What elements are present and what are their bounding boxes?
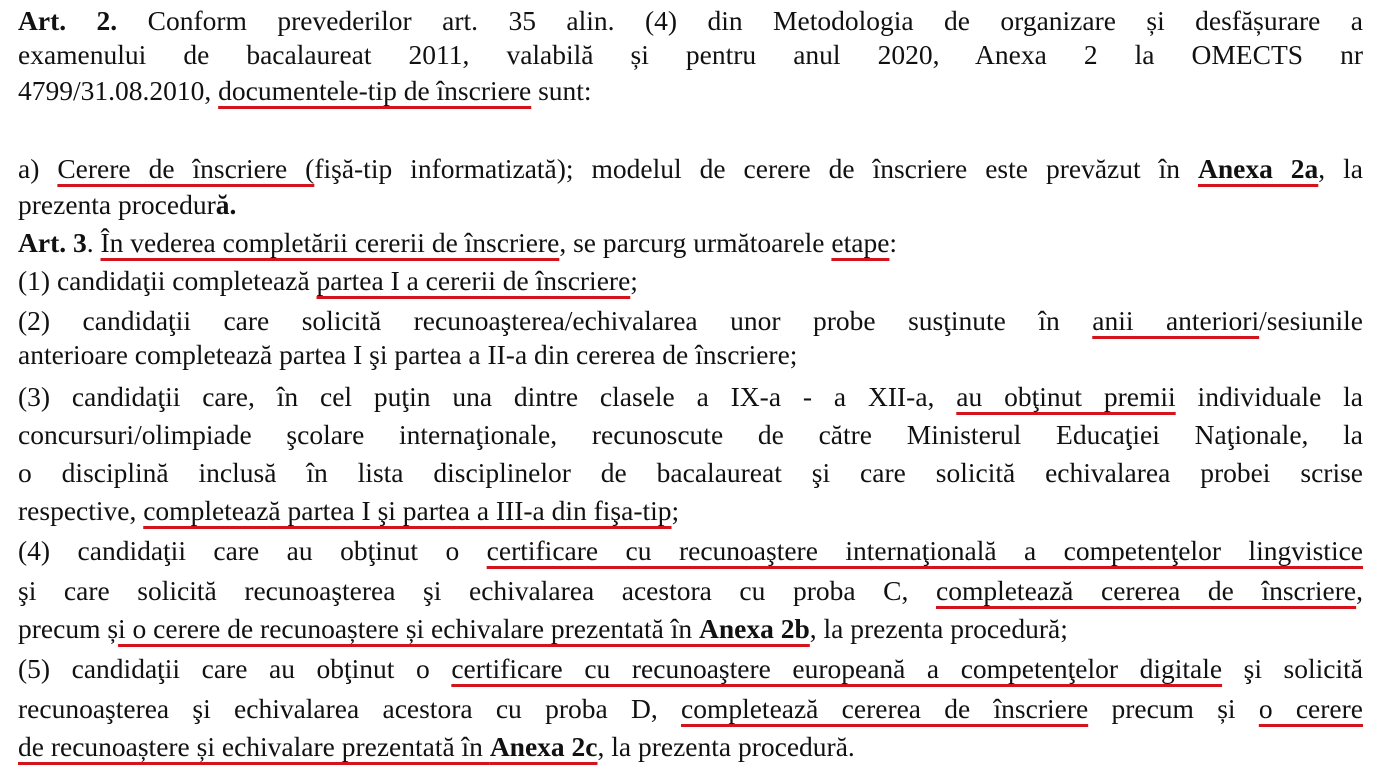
item-2-line-2: anterioare completează partea I şi partea a II-a din cererea de înscriere;: [18, 339, 798, 370]
art3-line: Art. 3. În vederea completării cererii de înscriere, se parcurg următoarele etape:: [18, 227, 898, 258]
art2-label: Art. 2.: [18, 5, 118, 36]
underlined-phrase: Cerere de înscriere (: [57, 153, 315, 184]
underlined-phrase: completează cererea de înscriere: [935, 575, 1357, 606]
item-3-line-2: concursuri/olimpiade şcolare internaţionale, recunoscute de către Ministerul Educaţiei Naţionale, la: [18, 419, 1363, 450]
underlined-phrase: i o cerere de recunoaștere și echivalare prezentată în: [118, 613, 700, 644]
item-4-line-3: precum și o cerere de recunoaștere și echivalare prezentată în Anexa 2b, la prezenta procedură;: [18, 613, 1068, 644]
underlined-phrase: În vederea completării cererii de înscriere: [100, 227, 560, 258]
underlined-phrase: au obţinut premii: [956, 381, 1176, 412]
underlined-phrase: etape: [831, 227, 890, 258]
underlined-phrase: de recunoaștere și echivalare prezentată în: [18, 731, 490, 762]
underlined-phrase: certificare cu recunoaştere internaţională a competenţelor lingvistice: [486, 535, 1363, 566]
annex-reference: Anexa 2b: [699, 613, 810, 644]
art2-line-1: Art. 2. Conform prevederilor art. 35 alin. (4) din Metodologia de organizare și desfășurare a: [18, 5, 1363, 36]
item-2-line-1: (2) candidaţii care solicită recunoaşterea/echivalarea unor probe susţinute în anii anteriori/sesiunile: [18, 305, 1363, 336]
art2-line-3: 4799/31.08.2010, documentele-tip de înscriere sunt:: [18, 75, 592, 106]
item-a-line-2: prezenta procedură.: [18, 189, 237, 220]
underlined-phrase: partea I a cererii de înscriere: [316, 265, 631, 296]
annex-reference: Anexa 2c: [489, 731, 598, 762]
underlined-phrase: completează partea I şi partea a III-a din fişa-tip: [143, 495, 672, 526]
item-a-line-1: a) Cerere de înscriere (fişă-tip informatizată); modelul de cerere de înscriere este prevăzut în Anexa 2a, la: [18, 153, 1363, 184]
item-4-line-1: (4) candidaţii care au obţinut o certificare cu recunoaştere internaţională a competenţelor lingvistice: [18, 535, 1363, 566]
underlined-phrase: completează cererea de înscriere: [680, 693, 1089, 724]
item-3-line-3: o disciplină inclusă în lista disciplinelor de bacalaureat şi care solicită echivalarea probei scrise: [18, 457, 1363, 488]
item-5-line-3: de recunoaștere și echivalare prezentată în Anexa 2c, la prezenta procedură.: [18, 731, 855, 762]
annex-reference: Anexa 2a: [1197, 153, 1319, 184]
art3-label: Art. 3: [18, 227, 87, 258]
underlined-phrase: certificare cu recunoaştere europeană a competenţelor digitale: [451, 653, 1223, 684]
item-3-line-4: respective, completează partea I şi partea a III-a din fişa-tip;: [18, 495, 680, 526]
item-3-line-1: (3) candidaţii care, în cel puţin una dintre clasele a IX-a - a XII-a, au obţinut premii individuale la: [18, 381, 1363, 412]
item-4-line-2: şi care solicită recunoaşterea şi echivalarea acestora cu proba C, completează cererea de înscriere,: [18, 575, 1364, 606]
item-5-line-1: (5) candidaţii care au obţinut o certificare cu recunoaştere europeană a competenţelor digitale şi solicită: [18, 653, 1363, 684]
art2-line-2: examenului de bacalaureat 2011, valabilă și pentru anul 2020, Anexa 2 la OMECTS nr: [18, 39, 1363, 70]
item-1-line: (1) candidaţii completează partea I a cererii de înscriere;: [18, 265, 638, 296]
underlined-phrase: o cerere: [1258, 693, 1363, 724]
underlined-phrase: anii anteriori: [1092, 305, 1260, 336]
item-5-line-2: recunoaşterea şi echivalarea acestora cu proba D, completează cererea de înscriere precum și o cerere: [18, 693, 1363, 724]
underlined-phrase: documentele-tip de înscriere: [218, 75, 532, 106]
